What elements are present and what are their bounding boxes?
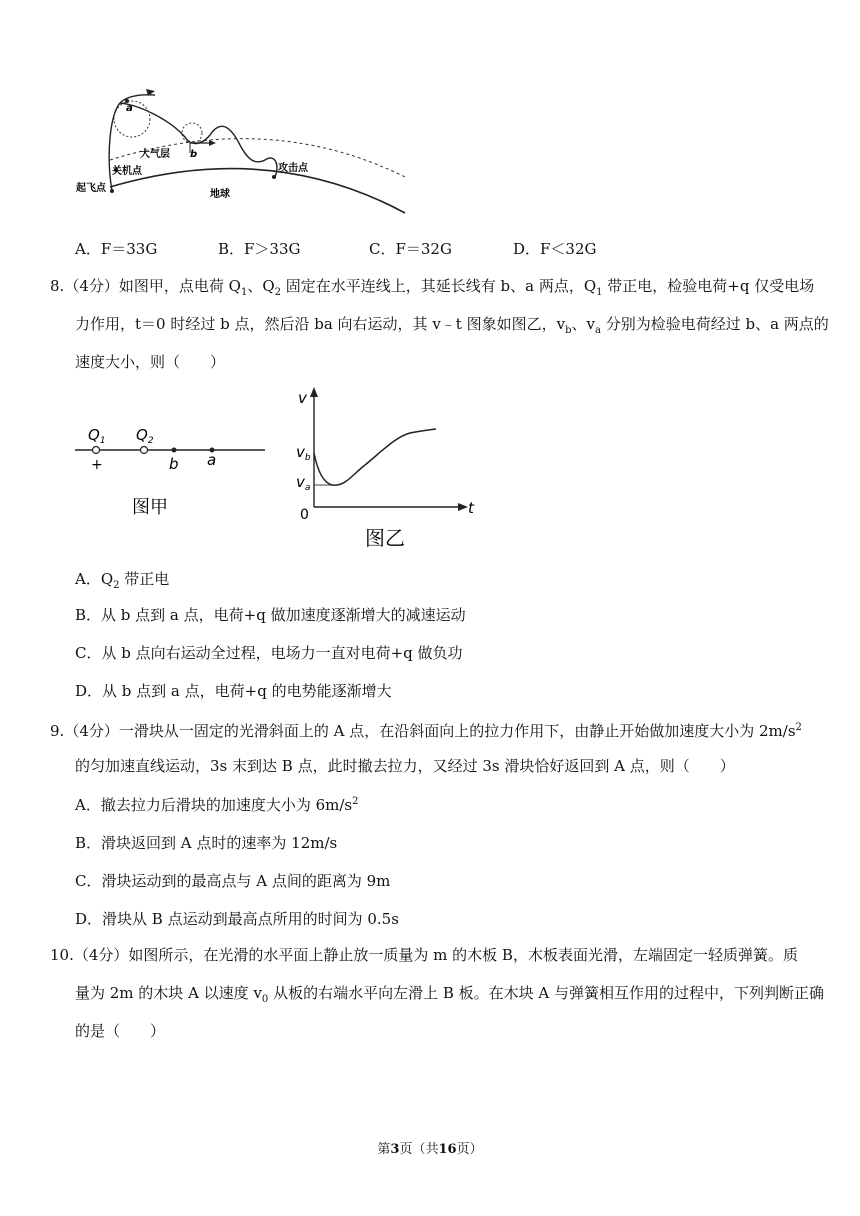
svg-text:Q1: $Q_1$ <box>88 426 106 446</box>
svg-text:va: $v_a$ <box>296 473 311 493</box>
svg-text:vb: $v_b$ <box>296 443 311 463</box>
q10-line2: 量为 2m 的木块 A 以速度 $v_0$ 从板的右端水平向左滑上 B 板。在木块 A 与弹簧相互作用的过程中，下列判断正确 <box>75 984 824 1005</box>
q8-number: 8. <box>50 277 65 295</box>
q7-option-a[interactable]: A．F＝33G <box>75 240 158 258</box>
q7-option-b[interactable]: B．F＞33G <box>218 240 301 258</box>
t-axis-label: t <box>468 499 474 517</box>
q1-charge <box>93 447 100 454</box>
q8-line2: 力作用，t＝0 时经过 b 点，然后沿 ba 向右运动，其 v﹣t 图象如图乙，$v_b$、$v_a$ 分别为检验电荷经过 b、a 两点的 <box>75 315 829 336</box>
figure-jia <box>70 420 270 530</box>
q8-option-d[interactable]: D．从 b 点到 a 点，电荷+q 的电势能逐渐增大 <box>75 682 392 700</box>
v-axis-label: v <box>298 389 307 407</box>
q8-option-b[interactable]: B．从 b 点到 a 点，电荷+q 做加速度逐渐增大的减速运动 <box>75 606 466 624</box>
q9-number: 9. <box>50 722 65 740</box>
q8-option-c[interactable]: C．从 b 点向右运动全过程，电场力一直对电荷+q 做负功 <box>75 644 463 662</box>
atmosphere-label: 大气层 <box>140 149 170 160</box>
earth-label: 地球 <box>210 189 230 200</box>
v-t-curve <box>314 429 436 485</box>
q2-charge <box>141 447 148 454</box>
label-a: a <box>126 103 133 114</box>
fig-yi-caption: 图乙 <box>365 526 405 550</box>
q7-option-d[interactable]: D．F＜32G <box>513 240 597 258</box>
earth-surface-curve <box>110 169 405 213</box>
page-footer: 第3页（共16页） <box>377 1142 483 1157</box>
q9-option-b[interactable]: B．滑块返回到 A 点时的速率为 12m/s <box>75 834 338 852</box>
q8-line1: 8.（4分）如图甲，点电荷 $Q_1$、$Q_2$ 固定在水平连线上，其延长线有 b、a 两点，$Q_1$ 带正电，检验电荷+q 仅受电场 <box>50 277 815 298</box>
takeoff-point-label: 起飞点 <box>76 183 106 194</box>
q9-option-d[interactable]: D．滑块从 B 点运动到最高点所用的时间为 0.5s <box>75 910 399 928</box>
fig-jia-caption: 图甲 <box>132 497 168 518</box>
q9-line1: 9.（4分）一滑块从一固定的光滑斜面上的 A 点，在沿斜面向上的拉力作用下，由静止开始做加速度大小为 $2m/s^2$ <box>50 722 802 740</box>
svg-text:Q2: $Q_2$ <box>136 426 154 446</box>
current-page: 3 <box>390 1142 400 1157</box>
trajectory-figure <box>70 85 415 215</box>
q7-option-c[interactable]: C．F＝32G <box>369 240 452 258</box>
dashed-circle-b <box>182 123 202 143</box>
v-axis-arrow-icon <box>310 387 318 397</box>
origin-label: 0 <box>300 507 309 523</box>
t-axis-arrow-icon <box>458 503 468 511</box>
q10-number: 10. <box>50 946 74 964</box>
attack-point-label: 攻击点 <box>278 163 308 174</box>
label-a: a <box>207 451 217 469</box>
figure-yi <box>290 385 485 555</box>
q9-option-c[interactable]: C．滑块运动到的最高点与 A 点间的距离为 9m <box>75 872 391 890</box>
label-b: b <box>169 455 179 473</box>
q9-option-a[interactable]: A．撤去拉力后滑块的加速度大小为 $6m/s^2$ <box>75 796 359 814</box>
q8-option-a[interactable]: A．$Q_2$ 带正电 <box>75 570 170 591</box>
plus-sign: + <box>91 457 103 473</box>
point-b <box>172 448 177 453</box>
total-pages: 16 <box>438 1142 457 1157</box>
q10-line3: 的是（ ） <box>75 1022 166 1040</box>
q9-line2: 的匀加速直线运动，3s 末到达 B 点，此时撤去拉力，又经过 3s 滑块恰好返回到 A 点，则（ ） <box>75 757 735 775</box>
shutdown-point-label: 关机点 <box>112 166 142 177</box>
q8-line3: 速度大小，则（ ） <box>75 353 226 371</box>
label-b: b <box>190 149 198 160</box>
q10-line1: 10.（4分）如图所示，在光滑的水平面上静止放一质量为 m 的木板 B，木板表面光滑，左端固定一轻质弹簧。质 <box>50 946 798 964</box>
